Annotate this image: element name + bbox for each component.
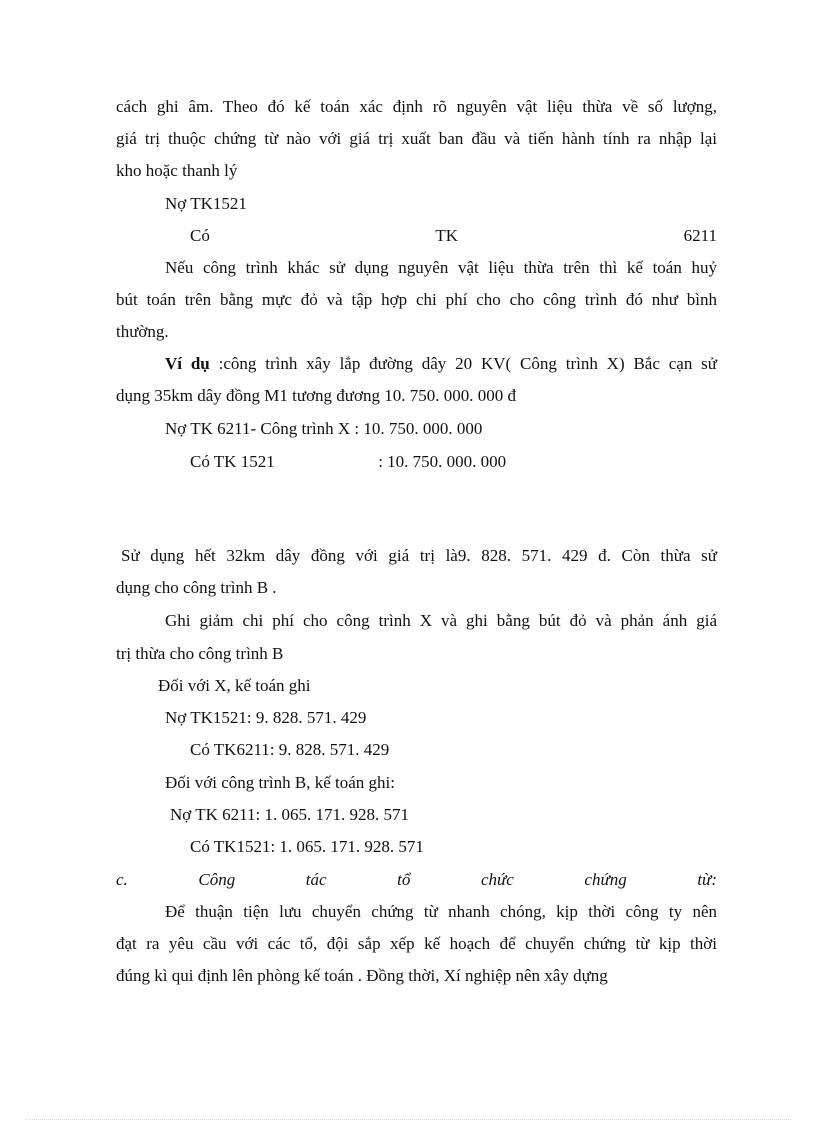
paragraph-line: kho hoặc thanh lý xyxy=(116,161,238,180)
credit-account: Có TK 1521 xyxy=(190,452,275,471)
example-label: Ví dụ xyxy=(165,354,210,373)
paragraph-line: Ghi giảm chi phí cho công trình X và ghi bằng bút đỏ và phản ánh giá xyxy=(165,611,717,630)
credit-label: Có xyxy=(190,226,210,245)
paragraph-line: Đối với công trình B, kế toán ghi: xyxy=(165,773,395,792)
heading-word: chức xyxy=(480,870,514,889)
paragraph-line: Nếu công trình khác sử dụng nguyên vật liệu thừa trên thì kế toán huỷ xyxy=(165,258,717,277)
credit-entry: Có TK1521: 1. 065. 171. 928. 571 xyxy=(190,837,424,856)
example-text: :công trình xây lắp đường dây 20 KV( Công trình X) Bắc cạn sử xyxy=(209,354,717,373)
debit-entry: Nợ TK1521 xyxy=(165,194,247,213)
credit-entry xyxy=(190,451,506,473)
paragraph-line: thường. xyxy=(116,322,169,341)
debit-entry: Nợ TK 6211: 1. 065. 171. 928. 571 xyxy=(170,805,409,824)
debit-entry: Nợ TK 6211- Công trình X : 10. 750. 000. 000 xyxy=(165,419,483,438)
example-line xyxy=(165,353,717,375)
paragraph-line: đúng kì qui định lên phòng kế toán . Đồng thời, Xí nghiệp nên xây dựng xyxy=(116,966,608,985)
credit-entry xyxy=(190,225,717,247)
paragraph-line: Để thuận tiện lưu chuyển chứng từ nhanh chóng, kịp thời công ty nên xyxy=(165,902,717,921)
paragraph-line: đạt ra yêu cầu với các tổ, đội sắp xếp kế hoạch để chuyển chứng từ kịp thời xyxy=(116,934,717,953)
heading-word: c. xyxy=(116,870,128,889)
credit-account-prefix: TK xyxy=(435,226,459,245)
credit-amount: : 10. 750. 000. 000 xyxy=(378,452,507,471)
paragraph-line: Đối với X, kế toán ghi xyxy=(158,676,311,695)
paragraph-line: dụng cho công trình B . xyxy=(116,578,277,597)
paragraph-line: cách ghi âm. Theo đó kế toán xác định rõ nguyên vật liệu thừa về số lượng, xyxy=(116,97,717,116)
debit-entry: Nợ TK1521: 9. 828. 571. 429 xyxy=(165,708,367,727)
heading-word: Công xyxy=(198,870,236,889)
heading-word: chứng xyxy=(584,870,627,889)
paragraph-line: bút toán trên bằng mực đỏ và tập hợp chi phí cho cho công trình đó như bình xyxy=(116,290,717,309)
page-bottom-rule xyxy=(25,1119,791,1120)
credit-entry: Có TK6211: 9. 828. 571. 429 xyxy=(190,740,390,759)
paragraph-line: dụng 35km dây đồng M1 tương đương 10. 750. 000. 000 đ xyxy=(116,386,517,405)
section-heading xyxy=(116,869,717,891)
heading-word: từ: xyxy=(697,870,717,889)
heading-word: tác xyxy=(305,870,327,889)
paragraph-line: trị thừa cho công trình B xyxy=(116,644,284,663)
credit-account-number: 6211 xyxy=(683,226,717,245)
paragraph-line: Sử dụng hết 32km dây đồng với giá trị là9. 828. 571. 429 đ. Còn thừa sử xyxy=(121,546,717,565)
paragraph-line: giá trị thuộc chứng từ nào với giá trị xuất ban đầu và tiến hành tính ra nhập lại xyxy=(116,129,717,148)
heading-word: tổ xyxy=(397,870,411,889)
